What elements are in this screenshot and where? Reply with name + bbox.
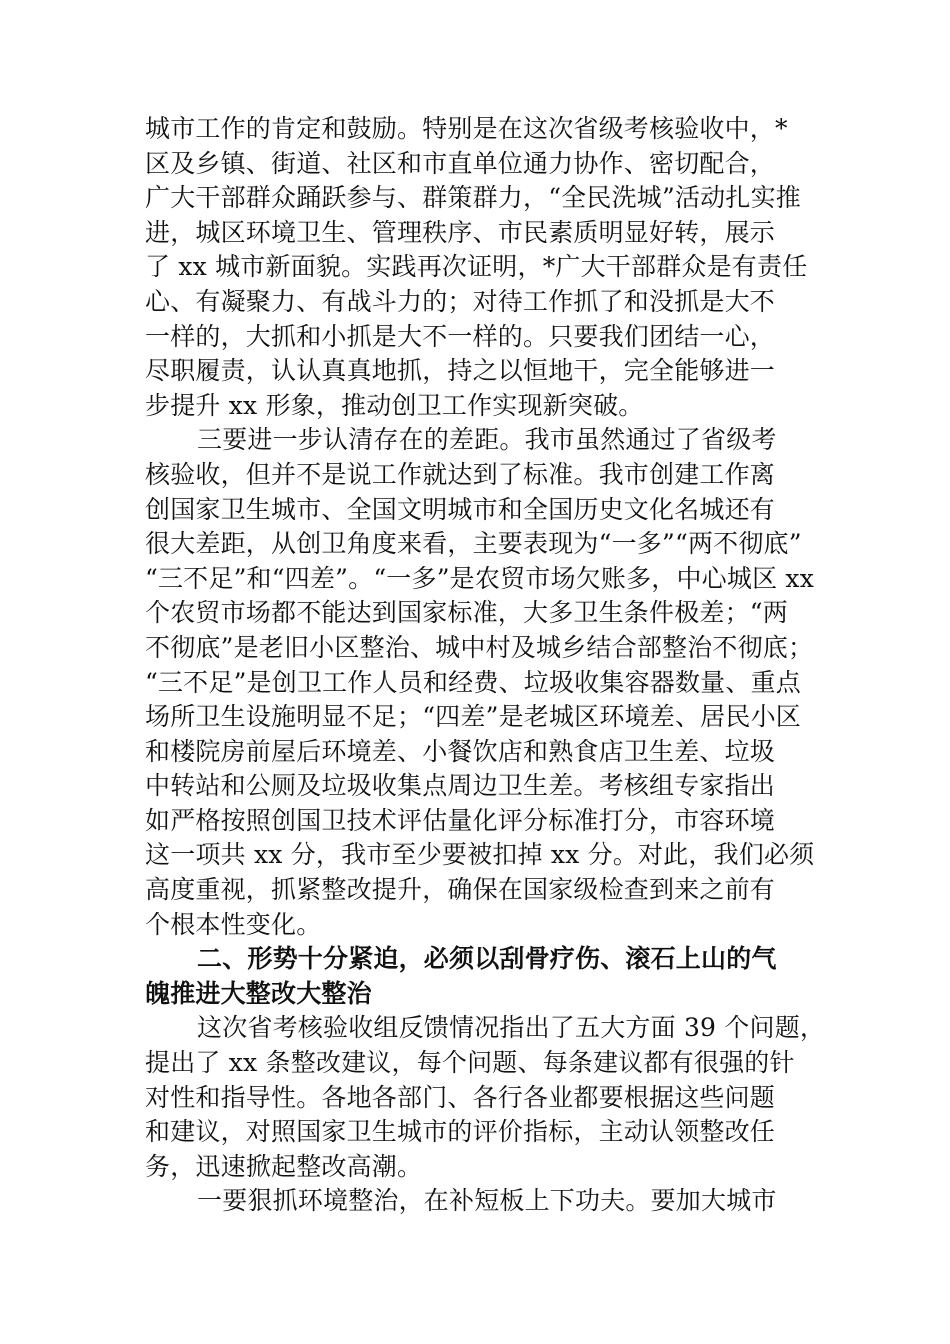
paragraph-line: 个根本性变化。: [145, 909, 322, 939]
paragraph-line: 务，迅速掀起整改高潮。: [145, 1151, 423, 1181]
paragraph-line: 创国家卫生城市、全国文明城市和全国历史文化名城还有: [145, 494, 776, 524]
paragraph-line: 一要狠抓环境整治，在补短板上下功夫。要加大城市: [197, 1186, 777, 1216]
paragraph-line: 三要进一步认清存在的差距。我市虽然通过了省级考: [197, 425, 777, 455]
paragraph-line: 这次省考核验收组反馈情况指出了五大方面 39 个问题，: [197, 1013, 826, 1043]
paragraph-line: 和建议，对照国家卫生城市的评价指标，主动认领整改任: [145, 1117, 776, 1147]
paragraph-line: 如严格按照创国卫技术评估量化评分标准打分，市容环境: [145, 805, 776, 835]
paragraph-line: 步提升 xx 形象，推动创卫工作实现新突破。: [145, 390, 644, 420]
paragraph-line: 心、有凝聚力、有战斗力的；对待工作抓了和没抓是大不: [145, 286, 776, 316]
paragraph-line: “三不足”是创卫工作人员和经费、垃圾收集容器数量、重点: [145, 667, 801, 697]
paragraph-line: 尽职履责，认认真真地抓，持之以恒地干，完全能够进一: [145, 356, 776, 386]
paragraph-line: “三不足”和“四差”。“一多”是农贸市场欠账多，中心城区 xx: [145, 563, 815, 593]
paragraph-line: 提出了 xx 条整改建议，每个问题、每条建议都有很强的针: [145, 1048, 795, 1078]
paragraph-line: 很大差距，从创卫角度来看，主要表现为“一多”“两不彻底”: [145, 529, 802, 559]
paragraph-line: 进，城区环境卫生、管理秩序、市民素质明显好转，展示: [145, 217, 776, 247]
paragraph-line: 对性和指导性。各地各部门、各行各业都要根据这些问题: [145, 1082, 776, 1112]
section-heading-line: 二、形势十分紧迫，必须以刮骨疗伤、滚石上山的气: [197, 944, 777, 974]
paragraph-line: 不彻底”是老旧小区整治、城中村及城乡结合部整治不彻底；: [145, 632, 814, 662]
paragraph-line: 核验收，但并不是说工作就达到了标准。我市创建工作离: [145, 459, 776, 489]
paragraph-line: 个农贸市场都不能达到国家标准，大多卫生条件极差；“两: [145, 598, 788, 628]
paragraph-line: 高度重视，抓紧整改提升，确保在国家级检查到来之前有: [145, 875, 776, 905]
paragraph-line: 和楼院房前屋后环境差、小餐饮店和熟食店卫生差、垃圾: [145, 736, 776, 766]
paragraph-line: 广大干部群众踊跃参与、群策群力，“全民洗城”活动扎实推: [145, 183, 801, 213]
paragraph-line: 一样的，大抓和小抓是大不一样的。只要我们团结一心，: [145, 321, 776, 351]
paragraph-line: 中转站和公厕及垃圾收集点周边卫生差。考核组专家指出: [145, 771, 776, 801]
paragraph-line: 城市工作的肯定和鼓励。特别是在这次省级考核验收中，*: [145, 114, 788, 143]
document-body: [145, 112, 826, 1219]
paragraph-line: 区及乡镇、街道、社区和市直单位通力协作、密切配合，: [145, 148, 776, 178]
section-heading-line: 魄推进大整改大整治: [145, 978, 372, 1008]
paragraph-line: 这一项共 xx 分，我市至少要被扣掉 xx 分。对此，我们必须: [145, 840, 815, 870]
paragraph-line: 了 xx 城市新面貌。实践再次证明，*广大干部群众是有责任: [145, 252, 808, 282]
paragraph-line: 场所卫生设施明显不足；“四差”是老城区环境差、居民小区: [145, 702, 801, 732]
